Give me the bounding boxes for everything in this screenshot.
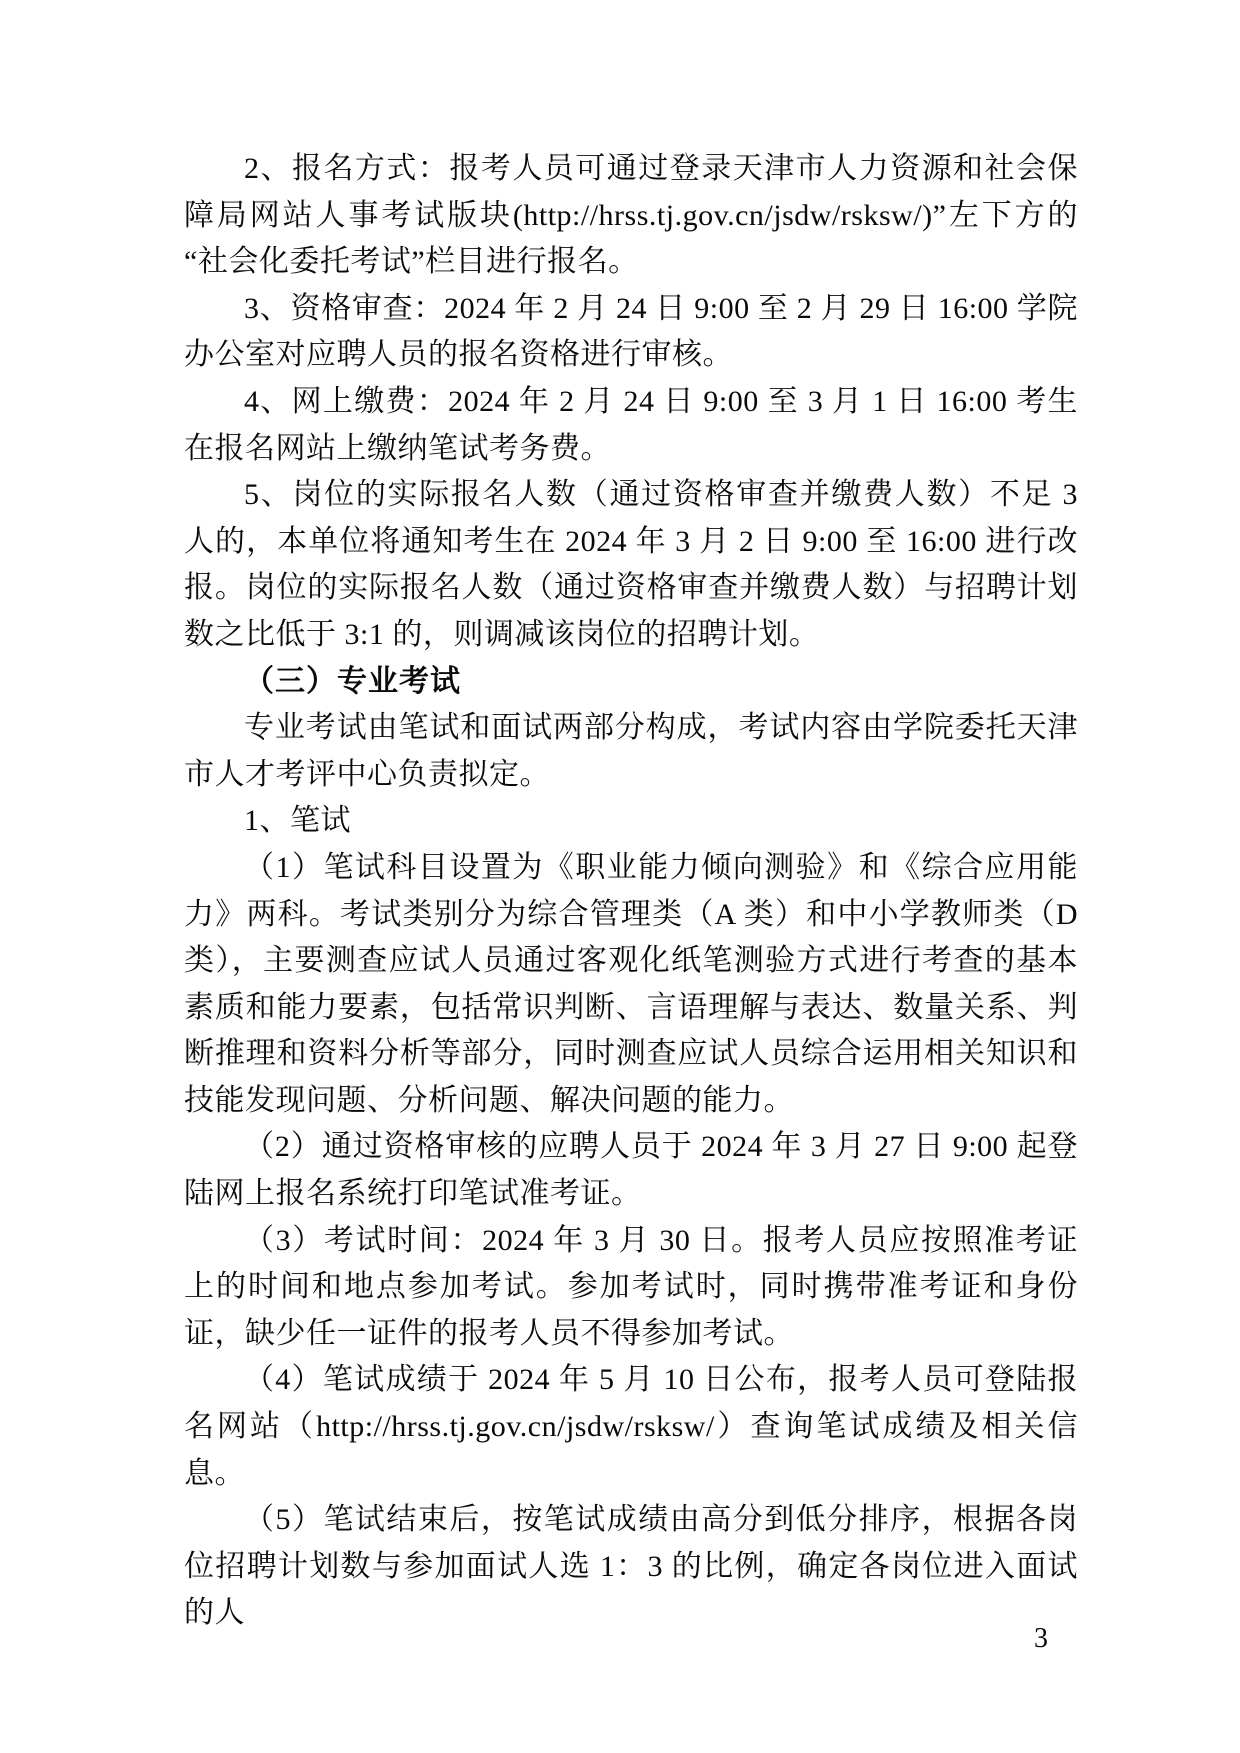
para-online-payment: 4、网上缴费：2024 年 2 月 24 日 9:00 至 3 月 1 日 16:00 考生在报名网站上缴纳笔试考务费。 bbox=[184, 384, 1078, 465]
para-exam-date: （3）考试时间：2024 年 3 月 30 日。报考人员应按照准考证上的时间和地点参加考试。参加考试时，同时携带准考证和身份证，缺少任一证件的报考人员不得参加考试。 bbox=[184, 1223, 1078, 1350]
section-heading-professional-exam: （三）专业考试 bbox=[244, 664, 461, 698]
para-score-announcement: （4）笔试成绩于 2024 年 5 月 10 日公布，报考人员可登陆报名网站（http://hrss.tj.gov.cn/jsdw/rsksw/）查询笔试成绩及相关信息。 bbox=[184, 1363, 1078, 1490]
para-print-admission-ticket: （2）通过资格审核的应聘人员于 2024 年 3 月 27 日 9:00 起登陆网上报名系统打印笔试准考证。 bbox=[184, 1130, 1078, 1211]
para-applicant-count-rule: 5、岗位的实际报名人数（通过资格审查并缴费人数）不足 3 人的，本单位将通知考生在 2024 年 3 月 2 日 9:00 至 16:00 进行改报。岗位的实际报名人数（通过资格审查并缴费人数）与招聘计划数之比低于 3:1 的，则调减该岗位的招聘计划。 bbox=[184, 478, 1078, 651]
para-written-test-subjects: （1）笔试科目设置为《职业能力倾向测验》和《综合应用能力》两科。考试类别分为综合管理类（A 类）和中小学教师类（D 类），主要测查应试人员通过客观化纸笔测验方式进行考查的基本素质和能力要素，包括常识判断、言语理解与表达、数量关系、判断推理和资料分析等部分，同时测查应试人员综合运用相关知识和技能发现问题、分析问题、解决问题的能力。 bbox=[184, 850, 1078, 1117]
para-registration-method: 2、报名方式：报考人员可通过登录天津市人力资源和社会保障局网站人事考试版块(http://hrss.tj.gov.cn/jsdw/rsksw/)”左下方的“社会化委托考试”栏目进行报名。 bbox=[184, 152, 1078, 279]
para-interview-ratio: （5）笔试结束后，按笔试成绩由高分到低分排序，根据各岗位招聘计划数与参加面试人选 1：3 的比例，确定各岗位进入面试的人 bbox=[184, 1503, 1078, 1630]
page-number: 3 bbox=[1034, 1623, 1048, 1654]
subsection-written-test: 1、笔试 bbox=[244, 804, 351, 838]
para-qualification-review: 3、资格审查：2024 年 2 月 24 日 9:00 至 2 月 29 日 16:00 学院办公室对应聘人员的报名资格进行审核。 bbox=[184, 291, 1078, 372]
document-body bbox=[184, 146, 1078, 1637]
para-exam-composition: 专业考试由笔试和面试两部分构成，考试内容由学院委托天津市人才考评中心负责拟定。 bbox=[184, 711, 1078, 791]
